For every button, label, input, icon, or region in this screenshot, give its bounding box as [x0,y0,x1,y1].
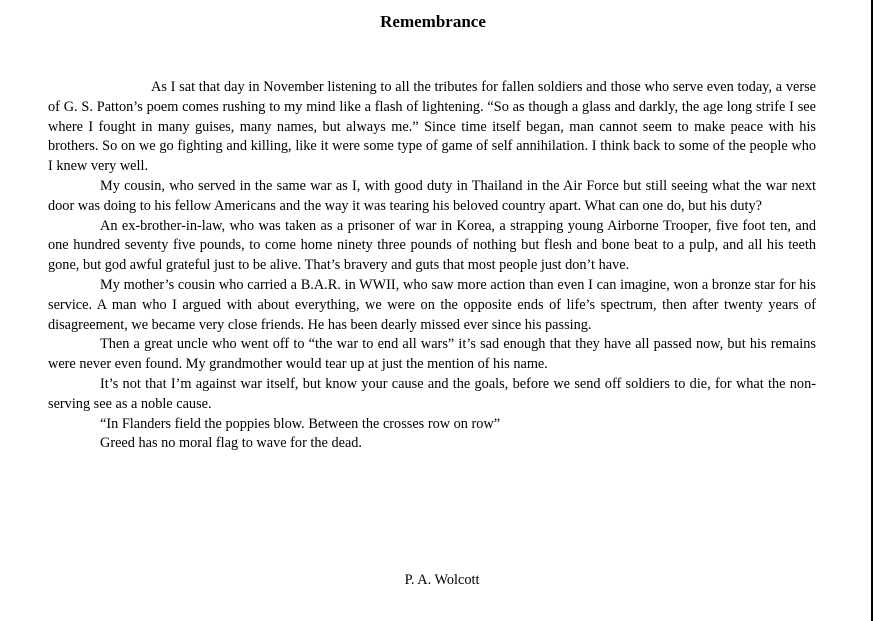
document-body [48,78,816,454]
document-title: Remembrance [380,12,486,31]
paragraph-brother-in-law: An ex-brother-in-law, who was taken as a prisoner of war in Korea, a strapping young Airborne Trooper, five foot ten, and one hundred seventy five pounds, to come home ninety three pounds of nothing but flesh and bone beat to a pulp, and all his teeth gone, but god awful grateful just to be alive. That’s bravery and guts that most people just don’t have. [48,217,816,274]
author-signature: P. A. Wolcott [404,572,480,588]
paragraph-mothers-cousin: My mother’s cousin who carried a B.A.R. in WWII, who saw more action than even I can imagine, won a bronze star for his service. A man who I argued with about everything, we were on the opposite ends of life’s spectrum, then after twenty years of disagreement, we became very close friends. He has been dearly missed ever since his passing. [48,276,816,333]
paragraph-flanders-quote: “In Flanders field the poppies blow. Between the crosses row on row” [100,415,501,432]
paragraph-opening: As I sat that day in November listening to all the tributes for fallen soldiers and those who serve even today, a verse of G. S. Patton’s poem comes rushing to my mind like a flash of lightening. “So as though a glass and darkly, the age long strife I see where I fought in many guises, many names, but always me.” Since time itself began, man cannot seem to make peace with his brothers. So on we go fighting and killing, like it were some type of game of self annihilation. I think back to some of the people who I knew very well. [48,79,816,175]
paragraph-great-uncle: Then a great uncle who went off to “the war to end all wars” it’s sad enough that they have all passed now, but his remains were never even found. My grandmother would tear up at just the mention of his name. [48,336,816,373]
paragraph-closing: Greed has no moral flag to wave for the dead. [100,435,363,452]
paragraph-cousin: My cousin, who served in the same war as I, with good duty in Thailand in the Air Force but still seeing what the war next door was doing to his fellow Americans and the way it was tearing his beloved country apart. What can one do, but his duty? [48,177,816,214]
paragraph-war-cause: It’s not that I’m against war itself, but know your cause and the goals, before we send off soldiers to die, for what the non-serving see as a noble cause. [48,375,816,412]
